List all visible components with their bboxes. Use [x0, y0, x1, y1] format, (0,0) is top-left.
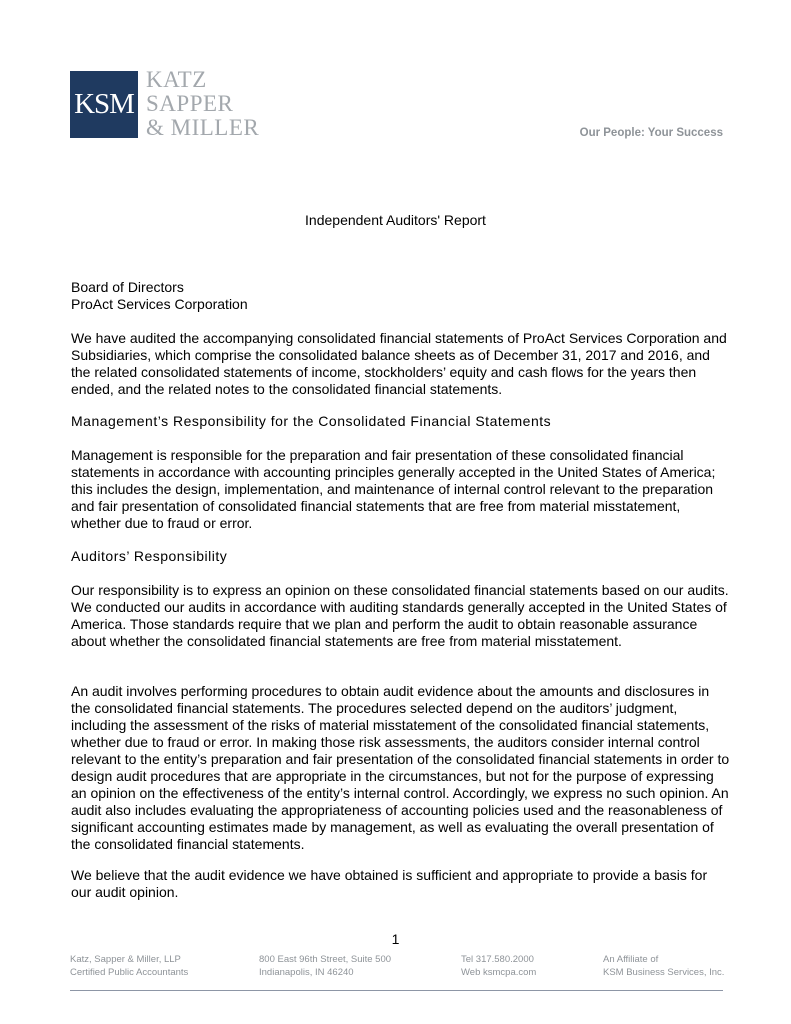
logo-wordmark — [146, 68, 259, 140]
management-heading: Management’s Responsibility for the Consolidated Financial Statements — [71, 413, 552, 429]
auditors-paragraph-2: An audit involves performing procedures to obtain audit evidence about the amounts and disclosures in the consolidated financial statements. The procedures selected depend on the auditors’ judgment, including the assessment of the risks of material misstatement of the consolidated financial statements, whether due to fraud or error. In making those risk assessments, the auditors consider internal control relevant to the entity’s preparation and fair presentation of the consolidated financial statements in order to design audit procedures that are appropriate in the circumstances, but not for the purpose of expressing an opinion on the effectiveness of the entity’s internal control. Accordingly, we express no such opinion. An audit also includes evaluating the appropriateness of accounting policies used and the reasonableness of significant accounting estimates made by management, as well as evaluating the overall presentation of the consolidated financial statements. — [71, 683, 730, 852]
addressee-line-1: Board of Directors — [71, 279, 184, 295]
report-title: Independent Auditors' Report — [305, 212, 486, 228]
footer-address-line-2: Indianapolis, IN 46240 — [259, 967, 354, 978]
auditors-paragraph-1: Our responsibility is to express an opinion on these consolidated financial statements based on our audits. We conducted our audits in accordance with auditing standards generally accepted in the United States of America. Those standards require that we plan and perform the audit to obtain reasonable assurance about whether the consolidated financial statements are free from material misstatement. — [71, 582, 729, 649]
logo-monogram-text: KSM — [74, 88, 134, 120]
footer-address — [259, 953, 391, 979]
footer-firm — [70, 953, 188, 979]
footer-affiliate-line-1: An Affiliate of — [603, 954, 659, 965]
footer-address-line-1: 800 East 96th Street, Suite 500 — [259, 954, 392, 965]
addressee-line-2: ProAct Services Corporation — [71, 296, 248, 312]
logo-line-1: KATZ — [146, 67, 207, 92]
footer-tel: Tel 317.580.2000 — [461, 954, 534, 965]
management-paragraph: Management is responsible for the preparation and fair presentation of these consolidated financial statements in accordance with accounting principles generally accepted in the United States of America; this includes the design, implementation, and maintenance of internal control relevant to the preparation and fair presentation of consolidated financial statements that are free from material misstatement, whether due to fraud or error. — [71, 447, 716, 531]
footer-contact — [461, 953, 536, 979]
logo-line-3: & MILLER — [146, 115, 260, 140]
tagline: Our People: Your Success — [579, 127, 723, 139]
addressee — [71, 279, 248, 313]
auditors-paragraph-3: We believe that the audit evidence we have obtained is sufficient and appropriate to provide a basis for our audit opinion. — [71, 867, 708, 900]
footer-affiliate — [603, 953, 724, 979]
footer-divider — [70, 990, 723, 991]
footer-web-link[interactable]: Web ksmcpa.com — [461, 967, 537, 978]
page-number: 1 — [391, 931, 400, 947]
footer-firm-line-1: Katz, Sapper & Miller, LLP — [70, 954, 181, 965]
auditors-heading: Auditors’ Responsibility — [71, 548, 228, 564]
footer-affiliate-line-2: KSM Business Services, Inc. — [603, 967, 725, 978]
logo-monogram — [70, 71, 138, 138]
footer-firm-line-2: Certified Public Accountants — [70, 967, 189, 978]
logo-line-2: SAPPER — [146, 91, 234, 116]
intro-paragraph: We have audited the accompanying consolidated financial statements of ProAct Services Corporation and Subsidiaries, which comprise the consolidated balance sheets as of December 31, 2017 and 2016, and the related consolidated statements of income, stockholders’ equity and cash flows for the years then ended, and the related notes to the consolidated financial statements. — [71, 330, 727, 397]
